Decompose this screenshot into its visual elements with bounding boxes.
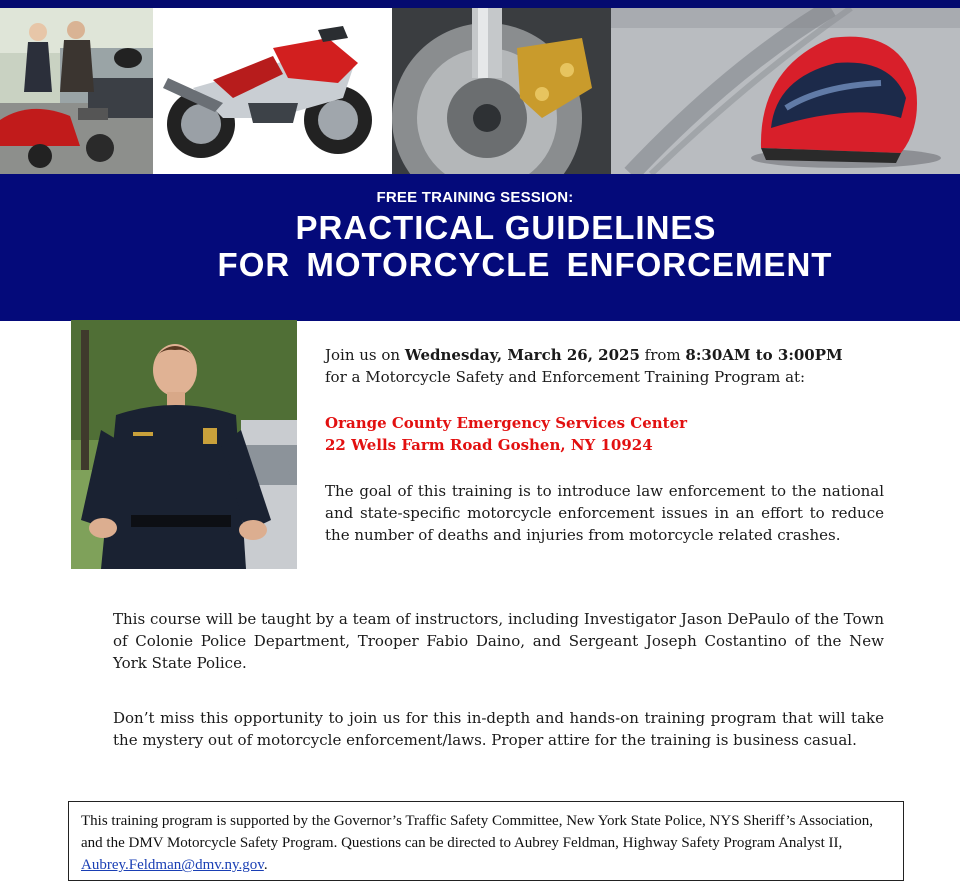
venue-address: 22 Wells Farm Road Goshen, NY 10924	[325, 436, 653, 454]
top-rule	[0, 0, 960, 8]
time-prefix: from	[639, 346, 686, 364]
officer-photo	[71, 320, 297, 569]
venue-name: Orange County Emergency Services Center	[325, 414, 688, 432]
helmet-photo	[611, 8, 960, 174]
banner-kicker: FREE TRAINING SESSION:	[376, 189, 574, 206]
support-paragraph	[81, 810, 893, 876]
dont-miss-paragraph	[113, 707, 884, 751]
support-trailing: .	[263, 857, 268, 873]
instructors-paragraph	[113, 608, 884, 674]
sport-bike-photo	[153, 8, 392, 174]
event-date: Wednesday, March 26, 2025	[404, 346, 640, 364]
header-photo-strip	[0, 8, 960, 174]
title-banner	[0, 174, 960, 321]
brake-caliper-photo	[392, 8, 611, 174]
venue	[325, 412, 885, 456]
intro-prefix: Join us on	[325, 346, 405, 364]
instructors-text: This course will be taught by a team of instructors, including Investigator Jason DePaulo of the Town of Colonie Police Department, Trooper Fabio Daino, and Sergeant Joseph Costantino of the New York State Police.	[113, 610, 884, 672]
goal-text: The goal of this training is to introduce law enforcement to the national and state-specific motorcycle enforcement issues in an effort to reduce the number of deaths and injuries from motorcycle related crashes.	[325, 482, 884, 544]
goal-paragraph	[325, 480, 884, 546]
event-details	[325, 344, 885, 456]
support-box	[68, 801, 904, 881]
crash-scene-photo	[0, 8, 153, 174]
contact-email-link[interactable]: Aubrey.Feldman@dmv.ny.gov	[81, 857, 264, 873]
banner-title-line1: PRACTICAL GUIDELINES	[295, 209, 717, 246]
banner-title-line2: FOR MOTORCYCLE ENFORCEMENT	[217, 246, 833, 283]
support-text: This training program is supported by the Governor’s Traffic Safety Committee, New York State Police, NYS Sheriff’s Association, and the DMV Motorcycle Safety Program. Questions can be directed to Aubrey Feldman, Highway Safety Program Analyst II,	[81, 813, 874, 851]
event-time: 8:30AM to 3:00PM	[685, 346, 843, 364]
event-intro-suffix: for a Motorcycle Safety and Enforcement Training Program at:	[325, 368, 806, 386]
dont-miss-text: Don’t miss this opportunity to join us for this in-depth and hands-on training program that will take the mystery out of motorcycle enforcement/laws. Proper attire for the training is business casual.	[113, 709, 884, 749]
event-intro-line	[325, 344, 885, 366]
